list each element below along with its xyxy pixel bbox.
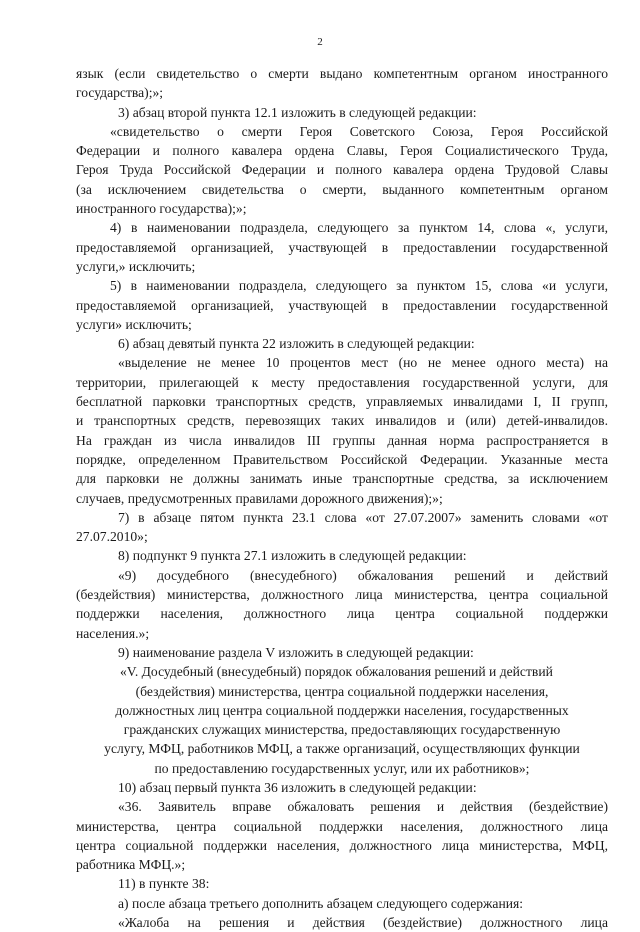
- text-line: «выделение не менее 10 процентов мест (но не менее одного места) на: [118, 355, 608, 371]
- page-number: 2: [317, 36, 323, 48]
- text-line: 3) абзац второй пункта 12.1 изложить в следующей редакции:: [118, 104, 477, 120]
- text-line: услуги» исключить;: [76, 316, 192, 332]
- text-line: а) после абзаца третьего дополнить абзацем следующего содержания:: [118, 895, 524, 911]
- text-line: должностных лиц центра социальной поддержки населения, государственных: [115, 702, 569, 718]
- text-line: «Жалоба на решения и действия (бездействие) должностного лица: [118, 915, 608, 931]
- text-line: 9) наименование раздела V изложить в следующей редакции:: [118, 644, 474, 660]
- text-line: Федерации и полного кавалера ордена Славы, Героя Социалистического Труда,: [76, 143, 608, 159]
- text-line: 6) абзац девятый пункта 22 изложить в следующей редакции:: [118, 336, 475, 352]
- text-line: язык (если свидетельство о смерти выдано компетентным органом иностранного: [76, 66, 608, 81]
- text-line: «свидетельство о смерти Героя Советского Союза, Героя Российской: [110, 123, 608, 139]
- text-line: На граждан из числа инвалидов III группы данная норма распространяется в: [76, 432, 608, 448]
- text-line: 4) в наименовании подраздела, следующего за пунктом 14, слова «, услуги,: [110, 220, 608, 236]
- text-line: 27.07.2010»;: [76, 529, 148, 545]
- text-line: услуги,» исключить;: [76, 258, 196, 274]
- text-line: «V. Досудебный (внесудебный) порядок обжалования решений и действий: [120, 664, 553, 680]
- text-line: (за исключением свидетельства о смерти, выданного компетентным органом: [76, 181, 608, 197]
- text-line: порядке, определенном Правительством Российской Федерации. Указанные места: [76, 451, 608, 467]
- document-body: [76, 64, 608, 932]
- text-line: гражданских служащих министерства, предоставляющих государственную: [123, 722, 561, 738]
- text-line: 10) абзац первый пункта 36 изложить в следующей редакции:: [118, 779, 477, 795]
- text-line: бесплатной парковки транспортных средств, управляемых инвалидами I, II групп,: [76, 394, 608, 410]
- text-line: 7) в абзаце пятом пункта 23.1 слова «от 27.07.2007» заменить словами «от: [118, 509, 608, 525]
- text-line: (бездействия) министерства, должностного лица министерства, центра социальной: [76, 587, 608, 603]
- text-line: населения.»;: [76, 625, 150, 641]
- text-line: для парковки не должны занимать иные транспортные средства, за исключением: [76, 471, 608, 487]
- text-line: «36. Заявитель вправе обжаловать решения и действия (бездействие): [118, 799, 608, 815]
- text-line: Героя Труда Российской Федерации и полного кавалера ордена Трудовой Славы: [76, 162, 608, 178]
- text-line: 5) в наименовании подраздела, следующего за пунктом 15, слова «и услуги,: [110, 278, 608, 294]
- text-line: услугу, МФЦ, работников МФЦ, а также организаций, осуществляющих функции: [104, 741, 580, 757]
- text-line: случаев, предусмотренных правилами дорожного движения);»;: [76, 490, 443, 506]
- text-line: «9) досудебного (внесудебного) обжалования решений и действий: [118, 567, 608, 583]
- text-line: предоставляемой организацией, участвующей в предоставлении государственной: [76, 297, 608, 313]
- text-line: территории, прилегающей к месту предоставления государственной услуги, для: [76, 374, 608, 390]
- text-line: 8) подпункт 9 пункта 27.1 изложить в следующей редакции:: [118, 548, 467, 564]
- text-line: работника МФЦ.»;: [76, 857, 186, 873]
- text-line: государства);»;: [76, 85, 164, 101]
- text-line: центра социальной поддержки населения, должностного лица министерства, МФЦ,: [76, 837, 608, 853]
- text-line: по предоставлению государственных услуг, или их работников»;: [154, 760, 530, 776]
- text-line: 11) в пункте 38:: [118, 876, 210, 892]
- text-line: иностранного государства);»;: [76, 201, 247, 217]
- text-line: и транспортных средств, перевозящих таких инвалидов и (или) детей-инвалидов.: [76, 413, 608, 429]
- text-line: министерства, центра социальной поддержки населения, должностного лица: [76, 818, 608, 834]
- text-line: поддержки населения, должностного лица центра социальной поддержки: [76, 606, 608, 622]
- text-line: (бездействия) министерства, центра социальной поддержки населения,: [135, 683, 549, 699]
- text-line: предоставляемой организацией, участвующей в предоставлении государственной: [76, 239, 608, 255]
